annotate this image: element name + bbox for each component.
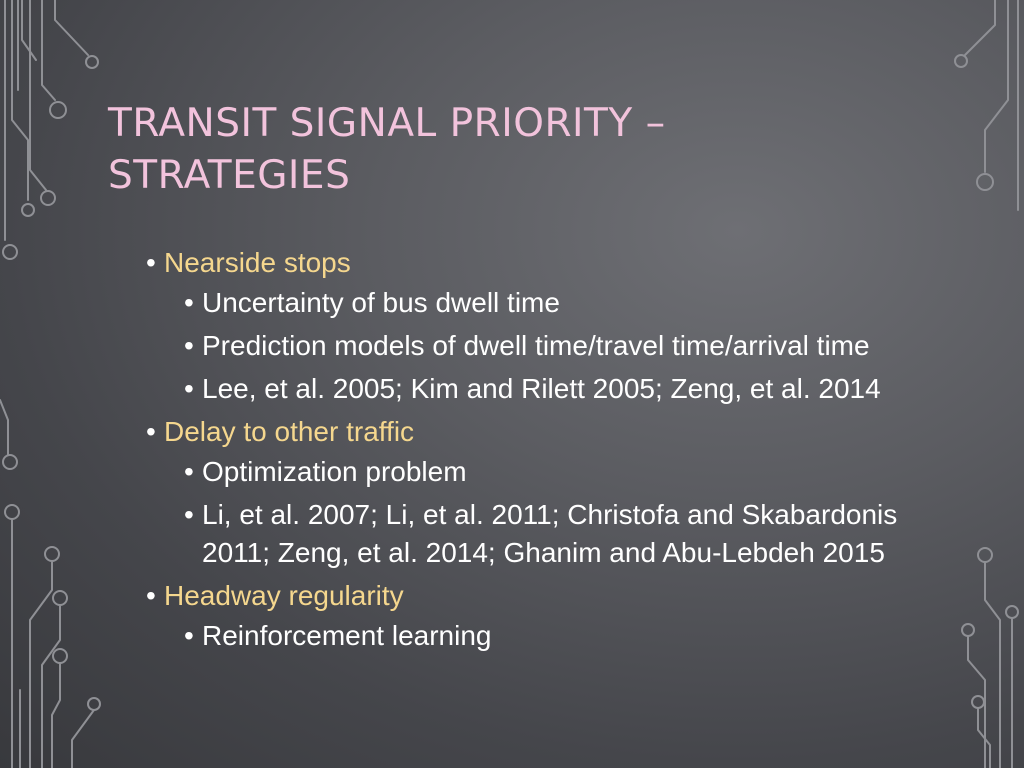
slide-title bbox=[108, 98, 928, 202]
bullet-dot-icon: • bbox=[184, 287, 194, 318]
bullet-text: Nearside stops bbox=[164, 247, 351, 278]
bullet-dot-icon: • bbox=[146, 247, 156, 278]
sub-bullet-text: Optimization problem bbox=[202, 456, 467, 487]
sub-bullet-item bbox=[178, 617, 900, 655]
bullet-dot-icon: • bbox=[184, 499, 194, 530]
bullet-dot-icon: • bbox=[184, 620, 194, 651]
bullet-nearside-stops bbox=[140, 244, 900, 408]
bullet-headway-regularity bbox=[140, 577, 900, 655]
slide-title-line-1: TRANSIT SIGNAL PRIORITY – bbox=[108, 101, 666, 146]
sub-bullet-list bbox=[164, 453, 900, 572]
bullet-dot-icon: • bbox=[184, 456, 194, 487]
sub-bullet-item bbox=[178, 453, 900, 491]
sub-bullet-item bbox=[178, 370, 900, 408]
sub-bullet-text: Lee, et al. 2005; Kim and Rilett 2005; Zeng, et al. 2014 bbox=[202, 373, 881, 404]
bullet-text: Delay to other traffic bbox=[164, 416, 415, 447]
sub-bullet-text: Reinforcement learning bbox=[202, 620, 492, 651]
bullet-dot-icon: • bbox=[184, 373, 194, 404]
sub-bullet-text: Li, et al. 2007; Li, et al. 2011; Christofa and Skabardonis 2011; Zeng, et al. 2014; Ghanim and Abu-Lebdeh 2015 bbox=[202, 499, 898, 568]
bullet-list bbox=[140, 240, 900, 660]
bullet-delay-to-other-traffic bbox=[140, 413, 900, 572]
sub-bullet-item bbox=[178, 284, 900, 322]
bullet-dot-icon: • bbox=[146, 580, 156, 611]
sub-bullet-item bbox=[178, 327, 900, 365]
sub-bullet-item bbox=[178, 496, 900, 572]
slide-title-line-2: STRATEGIES bbox=[108, 153, 351, 198]
sub-bullet-text: Prediction models of dwell time/travel time/arrival time bbox=[202, 330, 870, 361]
bullet-text: Headway regularity bbox=[164, 580, 404, 611]
sub-bullet-list bbox=[164, 284, 900, 408]
bullet-dot-icon: • bbox=[184, 330, 194, 361]
sub-bullet-list bbox=[164, 617, 900, 655]
sub-bullet-text: Uncertainty of bus dwell time bbox=[202, 287, 560, 318]
bullet-dot-icon: • bbox=[146, 416, 156, 447]
